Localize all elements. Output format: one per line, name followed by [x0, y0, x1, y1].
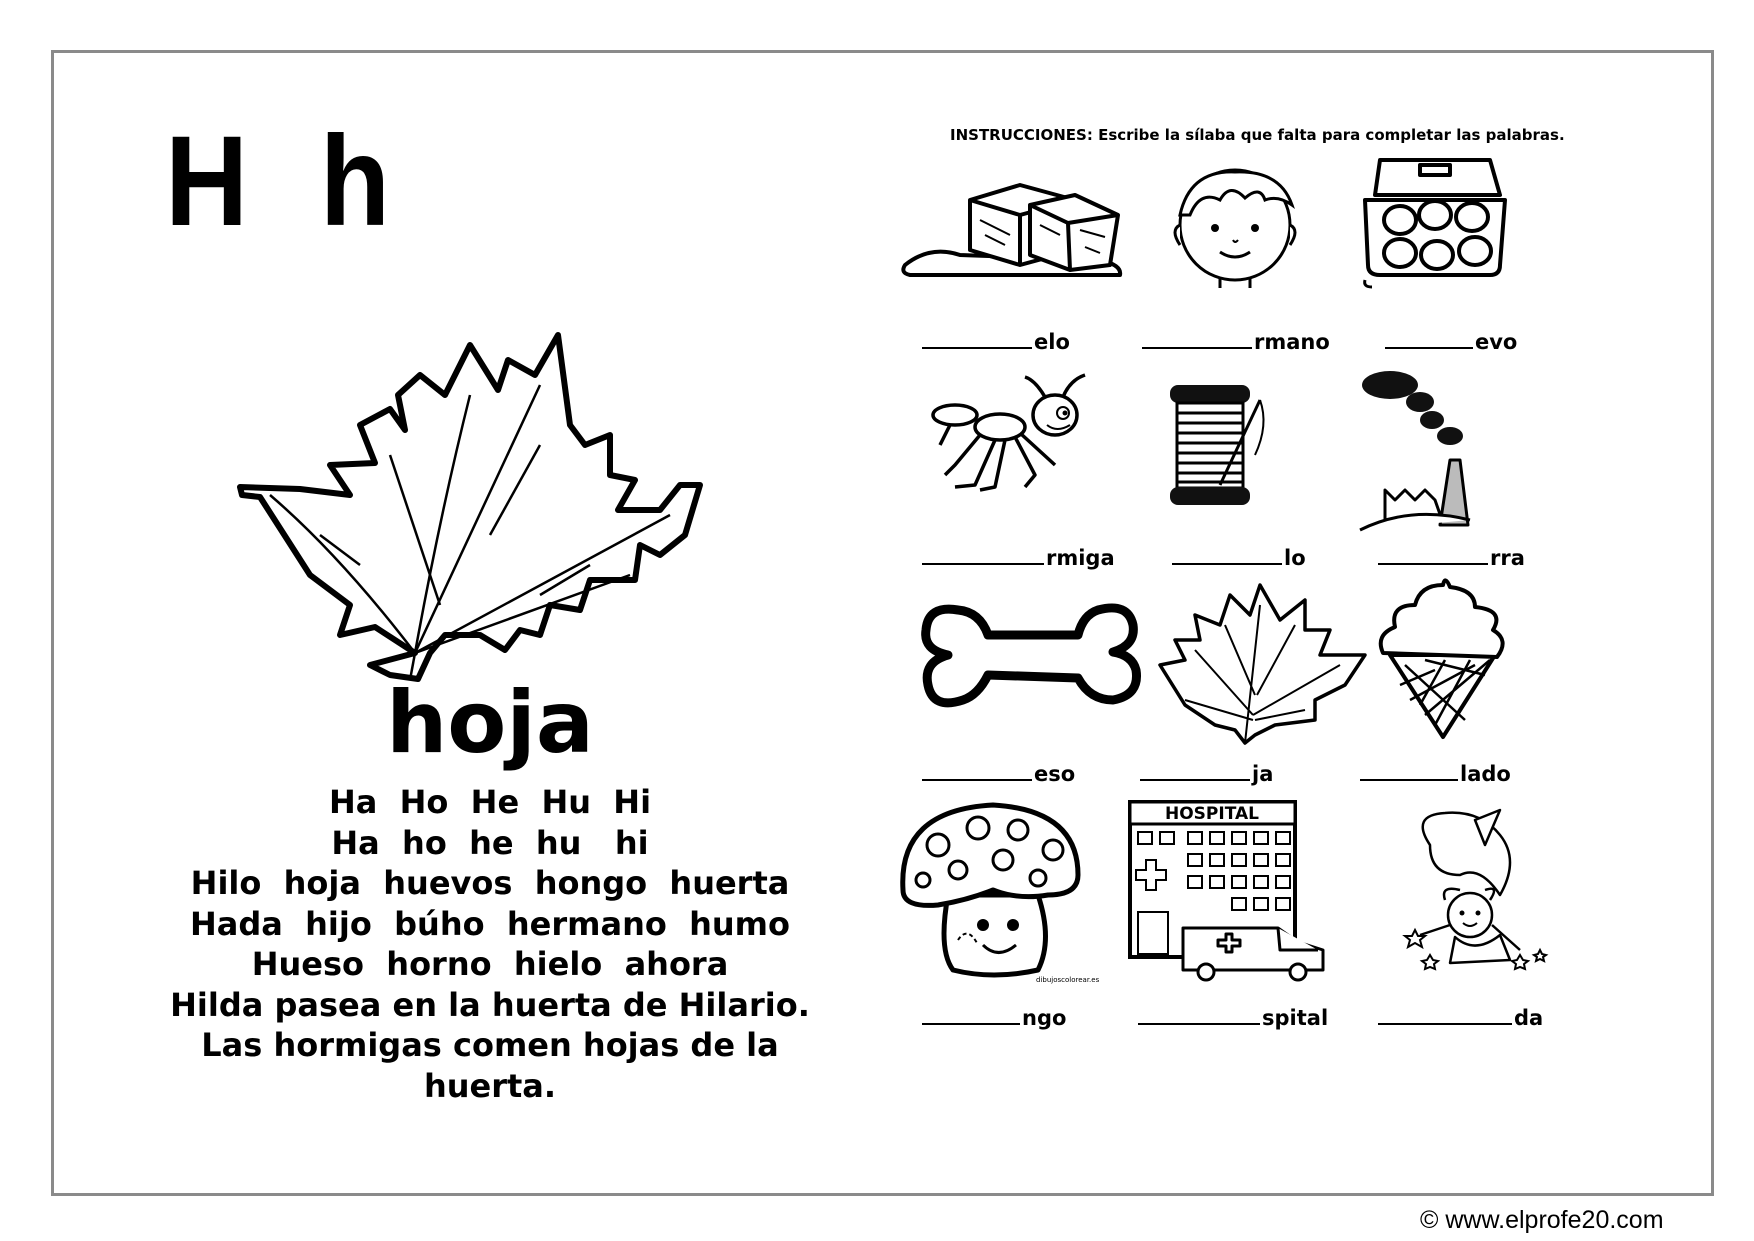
reading-line: huerta.: [423, 1066, 557, 1105]
instructions: INSTRUCCIONES: Escribe la sílaba que falta para completar las palabras.: [950, 126, 1565, 144]
copyright-credit: © www.elprofe20.com: [1420, 1206, 1664, 1234]
egg-carton-picture: [1360, 155, 1510, 290]
reading-line: Hueso horno hielo ahora: [251, 945, 729, 983]
letter-heading: H h: [165, 110, 410, 253]
reading-line: Hilo hoja huevos hongo huerta: [190, 864, 790, 902]
main-word: hoja: [386, 673, 594, 773]
exercise-word-4: rmiga: [922, 548, 1115, 569]
exercise-word-12: da: [1378, 1008, 1543, 1029]
exercise-word-10: ngo: [922, 1008, 1066, 1029]
thread-spool-picture: [1165, 385, 1270, 505]
reading-line: Las hormigas comen hojas de la: [201, 1026, 779, 1064]
ice-cube-picture: [900, 165, 1125, 280]
hospital-picture: [1128, 800, 1328, 980]
ice-cream-picture: [1375, 575, 1510, 740]
fairy-picture: [1400, 805, 1550, 975]
hospital-sign: HOSPITAL: [1165, 804, 1259, 824]
exercise-word-2: rmano: [1142, 332, 1330, 353]
exercise-word-6: rra: [1378, 548, 1525, 569]
bone-picture: [918, 600, 1143, 715]
mushroom-picture: [898, 800, 1100, 984]
maple-leaf-illustration: [240, 335, 710, 695]
exercise-word-8: ja: [1140, 764, 1273, 785]
reading-line: Hada hijo búho hermano humo: [189, 904, 790, 943]
exercise-word-3: evo: [1385, 332, 1517, 353]
watermark-credit: dibujoscolorear.es: [1036, 976, 1100, 984]
factory-smoke-picture: [1360, 370, 1480, 530]
exercise-word-9: lado: [1360, 764, 1511, 785]
boy-face-picture: [1160, 160, 1305, 290]
exercise-word-11: spital: [1138, 1008, 1328, 1029]
exercise-word-7: eso: [922, 764, 1075, 785]
reading-text: [150, 782, 830, 1106]
reading-line: Hilda pasea en la huerta de Hilario.: [170, 985, 810, 1024]
exercise-word-1: elo: [922, 332, 1070, 353]
leaf-picture: [1155, 585, 1370, 745]
reading-line: Ha Ho He Hu Hi: [328, 783, 652, 821]
reading-line: Ha ho he hu hi: [331, 823, 649, 862]
ant-picture: [925, 375, 1085, 500]
exercise-word-5: lo: [1172, 548, 1306, 569]
